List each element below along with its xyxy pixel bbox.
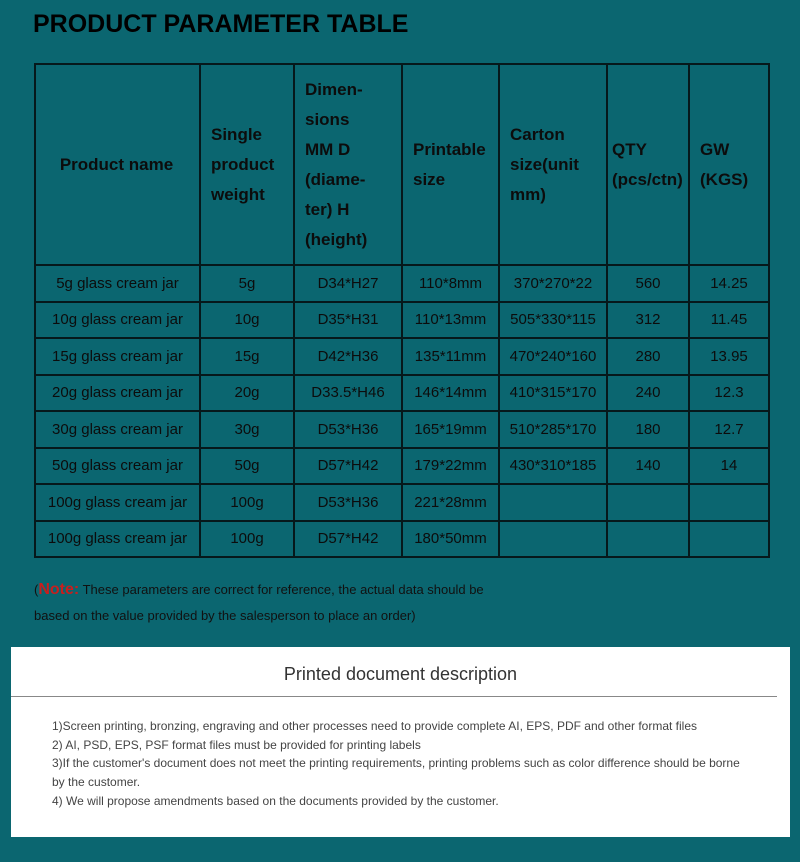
table-cell: 470*240*160 bbox=[499, 338, 607, 375]
table-row bbox=[35, 484, 769, 521]
table-cell: 110*8mm bbox=[402, 265, 499, 302]
table-cell: 14.25 bbox=[689, 265, 769, 302]
table-cell bbox=[607, 484, 689, 521]
table-cell: D35*H31 bbox=[294, 302, 402, 339]
note bbox=[34, 577, 484, 629]
header-weight: Single product weight bbox=[200, 64, 294, 265]
table-cell: 410*315*170 bbox=[499, 375, 607, 412]
header-qty: QTY (pcs/ctn) bbox=[607, 64, 689, 265]
table-cell: 12.3 bbox=[689, 375, 769, 412]
table-row bbox=[35, 521, 769, 558]
table-cell: 50g glass cream jar bbox=[35, 448, 200, 485]
table-cell: 135*11mm bbox=[402, 338, 499, 375]
table-header-row bbox=[35, 64, 769, 265]
table-row bbox=[35, 448, 769, 485]
note-paren: ( bbox=[34, 582, 39, 597]
table-cell: 20g bbox=[200, 375, 294, 412]
table-cell: 50g bbox=[200, 448, 294, 485]
header-printable-size: Printable size bbox=[402, 64, 499, 265]
table-cell: D57*H42 bbox=[294, 521, 402, 558]
header-dimensions: Dimen- sions MM D (diame- ter) H (height) bbox=[294, 64, 402, 265]
table-cell: 15g bbox=[200, 338, 294, 375]
page-title: PRODUCT PARAMETER TABLE bbox=[33, 10, 409, 38]
table-cell: 5g bbox=[200, 265, 294, 302]
table-cell bbox=[499, 484, 607, 521]
table-cell: 15g glass cream jar bbox=[35, 338, 200, 375]
table-cell: D57*H42 bbox=[294, 448, 402, 485]
table-cell: 100g glass cream jar bbox=[35, 521, 200, 558]
table-cell: 12.7 bbox=[689, 411, 769, 448]
table-cell: 165*19mm bbox=[402, 411, 499, 448]
table-cell: 20g glass cream jar bbox=[35, 375, 200, 412]
table-cell: 10g glass cream jar bbox=[35, 302, 200, 339]
table-cell: 146*14mm bbox=[402, 375, 499, 412]
table-cell: 560 bbox=[607, 265, 689, 302]
header-carton-size: Carton size(unit mm) bbox=[499, 64, 607, 265]
table-cell: 10g bbox=[200, 302, 294, 339]
list-item: 2) AI, PSD, EPS, PSF format files must be provided for printing labels bbox=[52, 737, 421, 752]
table-cell: 430*310*185 bbox=[499, 448, 607, 485]
table-cell: 5g glass cream jar bbox=[35, 265, 200, 302]
table-cell: D33.5*H46 bbox=[294, 375, 402, 412]
table-cell: D53*H36 bbox=[294, 411, 402, 448]
note-text-1: These parameters are correct for reference, the actual data should be bbox=[79, 582, 484, 597]
table-cell: D42*H36 bbox=[294, 338, 402, 375]
header-product-name: Product name bbox=[35, 64, 200, 265]
description-list bbox=[52, 717, 752, 811]
table-cell: 312 bbox=[607, 302, 689, 339]
table-cell: 30g glass cream jar bbox=[35, 411, 200, 448]
table-cell: 140 bbox=[607, 448, 689, 485]
table-cell: 110*13mm bbox=[402, 302, 499, 339]
divider bbox=[11, 696, 777, 697]
table-cell: 179*22mm bbox=[402, 448, 499, 485]
table-cell bbox=[607, 521, 689, 558]
printed-document-panel bbox=[11, 647, 790, 837]
table-cell bbox=[689, 521, 769, 558]
panel-title: Printed document description bbox=[283, 664, 518, 684]
product-parameter-table bbox=[34, 63, 770, 558]
list-item: 4) We will propose amendments based on the documents provided by the customer. bbox=[52, 793, 499, 808]
table-cell bbox=[499, 521, 607, 558]
table-cell: 14 bbox=[689, 448, 769, 485]
table-cell: 221*28mm bbox=[402, 484, 499, 521]
table-cell: 280 bbox=[607, 338, 689, 375]
table-row bbox=[35, 375, 769, 412]
table-cell: 13.95 bbox=[689, 338, 769, 375]
table-cell: 100g bbox=[200, 484, 294, 521]
table-cell: 240 bbox=[607, 375, 689, 412]
table-cell: D53*H36 bbox=[294, 484, 402, 521]
table-cell: 180*50mm bbox=[402, 521, 499, 558]
table-cell: 510*285*170 bbox=[499, 411, 607, 448]
table-cell: 11.45 bbox=[689, 302, 769, 339]
table-cell: 180 bbox=[607, 411, 689, 448]
table-cell: D34*H27 bbox=[294, 265, 402, 302]
note-text-2: based on the value provided by the salesperson to place an order) bbox=[34, 608, 416, 623]
table-cell: 100g bbox=[200, 521, 294, 558]
table-cell: 370*270*22 bbox=[499, 265, 607, 302]
list-item: 1)Screen printing, bronzing, engraving and other processes need to provide complete AI, EPS, PDF and other format files bbox=[52, 719, 698, 733]
table-row bbox=[35, 338, 769, 375]
table-cell bbox=[689, 484, 769, 521]
table-row bbox=[35, 265, 769, 302]
table-row bbox=[35, 302, 769, 339]
list-item: 3)If the customer's document does not meet the printing requirements, printing problems such as color difference should be borne by the customer. bbox=[52, 756, 740, 790]
table-cell: 505*330*115 bbox=[499, 302, 607, 339]
note-label: Note: bbox=[38, 581, 80, 598]
table-row bbox=[35, 411, 769, 448]
header-gw: GW (KGS) bbox=[689, 64, 769, 265]
table-cell: 100g glass cream jar bbox=[35, 484, 200, 521]
table-cell: 30g bbox=[200, 411, 294, 448]
